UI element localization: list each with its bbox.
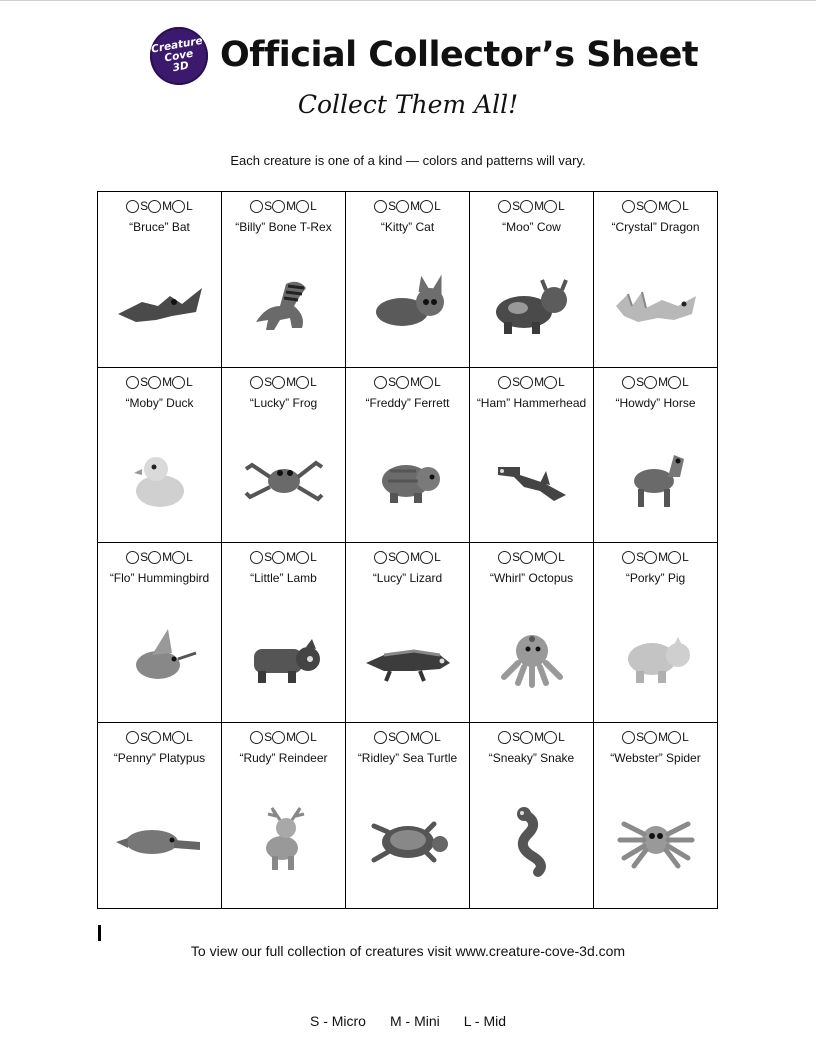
size-option-m[interactable]	[396, 199, 420, 213]
size-option-label: S	[636, 550, 645, 564]
checkbox-circle-icon[interactable]	[148, 200, 161, 213]
size-option-label: S	[388, 550, 397, 564]
size-option-l[interactable]	[420, 375, 441, 389]
creature-name: “Moby” Duck	[125, 396, 194, 410]
checkbox-circle-icon[interactable]	[520, 731, 533, 744]
size-option-s[interactable]	[126, 550, 148, 564]
size-option-label: S	[264, 550, 273, 564]
size-option-m[interactable]	[396, 550, 420, 564]
size-option-m[interactable]	[520, 375, 544, 389]
size-option-s[interactable]	[374, 375, 396, 389]
size-option-label: M	[162, 550, 173, 564]
checkbox-circle-icon[interactable]	[272, 731, 285, 744]
size-option-l[interactable]	[544, 375, 565, 389]
size-option-l[interactable]	[296, 550, 317, 564]
creature-cell	[470, 723, 594, 909]
size-option-l[interactable]	[668, 550, 689, 564]
size-checkboxes	[470, 199, 593, 213]
creature-name: “Kitty” Cat	[380, 220, 435, 234]
checkbox-circle-icon[interactable]	[544, 200, 557, 213]
size-option-s[interactable]	[374, 730, 396, 744]
bat-figure-icon	[98, 254, 221, 357]
size-option-s[interactable]	[498, 199, 520, 213]
size-option-label: M	[162, 199, 173, 213]
checkbox-circle-icon[interactable]	[644, 376, 657, 389]
size-option-label: S	[512, 730, 521, 744]
size-checkboxes	[98, 375, 221, 389]
size-option-s[interactable]	[374, 199, 396, 213]
checkbox-circle-icon[interactable]	[622, 731, 635, 744]
size-option-label: S	[140, 730, 149, 744]
creature-cell	[594, 543, 718, 723]
checkbox-circle-icon[interactable]	[396, 376, 409, 389]
size-option-label: S	[388, 199, 397, 213]
size-option-s[interactable]	[374, 550, 396, 564]
checkbox-circle-icon[interactable]	[498, 731, 511, 744]
checkbox-circle-icon[interactable]	[644, 731, 657, 744]
size-option-label: S	[140, 199, 149, 213]
size-option-m[interactable]	[272, 730, 296, 744]
size-option-label: S	[388, 730, 397, 744]
checkbox-circle-icon[interactable]	[544, 376, 557, 389]
size-option-l[interactable]	[544, 730, 565, 744]
creature-cell	[222, 543, 346, 723]
size-option-label: M	[286, 550, 297, 564]
size-option-label: M	[534, 550, 545, 564]
creature-name: “Ham” Hammerhead	[476, 396, 587, 410]
size-checkboxes	[346, 199, 469, 213]
checkbox-circle-icon[interactable]	[420, 376, 433, 389]
creature-cell	[594, 723, 718, 909]
size-option-l[interactable]	[420, 199, 441, 213]
size-option-label: M	[286, 375, 297, 389]
size-option-label: S	[636, 375, 645, 389]
snake-figure-icon	[470, 785, 593, 898]
creature-cell	[222, 723, 346, 909]
size-option-m[interactable]	[272, 199, 296, 213]
legend-large: L - Mid	[463, 1013, 507, 1029]
octopus-figure-icon	[470, 605, 593, 712]
size-option-label: L	[310, 550, 317, 564]
creature-name: “Webster” Spider	[610, 751, 701, 765]
size-checkboxes	[470, 550, 593, 564]
creature-name: “Crystal” Dragon	[611, 220, 700, 234]
checkbox-circle-icon[interactable]	[126, 551, 139, 564]
checkbox-circle-icon[interactable]	[272, 376, 285, 389]
size-option-l[interactable]	[544, 199, 565, 213]
size-checkboxes	[594, 199, 717, 213]
size-option-label: S	[512, 550, 521, 564]
checkbox-circle-icon[interactable]	[498, 200, 511, 213]
creature-cell	[346, 192, 470, 368]
size-option-s[interactable]	[126, 730, 148, 744]
size-option-l[interactable]	[544, 550, 565, 564]
size-option-m[interactable]	[396, 730, 420, 744]
spider-figure-icon	[594, 785, 717, 898]
size-option-m[interactable]	[148, 199, 172, 213]
checkbox-circle-icon[interactable]	[272, 551, 285, 564]
size-option-label: L	[310, 375, 317, 389]
creature-name: “Howdy” Horse	[615, 396, 696, 410]
size-checkboxes	[346, 550, 469, 564]
size-option-m[interactable]	[520, 199, 544, 213]
size-option-m[interactable]	[148, 375, 172, 389]
size-option-label: L	[310, 730, 317, 744]
size-checkboxes	[594, 375, 717, 389]
checkbox-circle-icon[interactable]	[250, 200, 263, 213]
horse-figure-icon	[594, 430, 717, 532]
size-option-label: S	[636, 730, 645, 744]
size-option-s[interactable]	[622, 550, 644, 564]
size-option-label: L	[682, 375, 689, 389]
checkbox-circle-icon[interactable]	[544, 731, 557, 744]
creature-name: “Lucky” Frog	[249, 396, 318, 410]
size-option-label: L	[186, 375, 193, 389]
size-option-label: S	[264, 375, 273, 389]
dragon-figure-icon	[594, 254, 717, 357]
checkbox-circle-icon[interactable]	[148, 551, 161, 564]
legend-small: S - Micro	[309, 1013, 366, 1029]
checkbox-circle-icon[interactable]	[668, 200, 681, 213]
size-checkboxes	[222, 375, 345, 389]
checkbox-circle-icon[interactable]	[250, 551, 263, 564]
size-checkboxes	[222, 730, 345, 744]
creature-cell	[98, 192, 222, 368]
checkbox-circle-icon[interactable]	[498, 551, 511, 564]
creature-name: “Porky” Pig	[625, 571, 686, 585]
size-option-m[interactable]	[644, 375, 668, 389]
creature-cell	[98, 543, 222, 723]
size-option-label: S	[512, 375, 521, 389]
creature-name: “Lucy” Lizard	[372, 571, 443, 585]
creature-name: “Rudy” Reindeer	[239, 751, 328, 765]
size-checkboxes	[222, 199, 345, 213]
checkbox-circle-icon[interactable]	[296, 376, 309, 389]
size-option-label: S	[264, 199, 273, 213]
size-checkboxes	[594, 550, 717, 564]
creature-name: “Flo” Hummingbird	[109, 571, 210, 585]
size-option-m[interactable]	[272, 375, 296, 389]
creature-cell	[222, 192, 346, 368]
pig-figure-icon	[594, 605, 717, 712]
checkbox-circle-icon[interactable]	[126, 200, 139, 213]
checkbox-circle-icon[interactable]	[374, 731, 387, 744]
creature-cell	[98, 368, 222, 543]
creature-cell	[98, 723, 222, 909]
size-option-label: M	[162, 375, 173, 389]
checkbox-circle-icon[interactable]	[520, 200, 533, 213]
size-checkboxes	[470, 730, 593, 744]
size-option-s[interactable]	[498, 375, 520, 389]
size-option-m[interactable]	[644, 199, 668, 213]
size-option-label: S	[264, 730, 273, 744]
checkbox-circle-icon[interactable]	[668, 551, 681, 564]
size-option-label: S	[388, 375, 397, 389]
size-checkboxes	[98, 550, 221, 564]
checkbox-circle-icon[interactable]	[172, 200, 185, 213]
checkbox-circle-icon[interactable]	[544, 551, 557, 564]
size-option-s[interactable]	[622, 375, 644, 389]
checkbox-circle-icon[interactable]	[172, 376, 185, 389]
size-legend	[0, 1013, 816, 1029]
size-option-label: L	[186, 199, 193, 213]
checkbox-circle-icon[interactable]	[622, 551, 635, 564]
lamb-figure-icon	[222, 605, 345, 712]
size-option-label: M	[286, 199, 297, 213]
creature-cell	[346, 723, 470, 909]
ferret-figure-icon	[346, 430, 469, 532]
size-option-label: M	[286, 730, 297, 744]
checkbox-circle-icon[interactable]	[296, 200, 309, 213]
creature-name: “Billy” Bone T-Rex	[235, 220, 332, 234]
checkbox-circle-icon[interactable]	[272, 200, 285, 213]
size-option-l[interactable]	[296, 730, 317, 744]
lizard-figure-icon	[346, 605, 469, 712]
size-option-label: S	[512, 199, 521, 213]
creature-checklist-grid	[97, 191, 718, 909]
size-option-label: M	[658, 550, 669, 564]
creature-cell	[470, 543, 594, 723]
size-option-s[interactable]	[498, 730, 520, 744]
checkbox-circle-icon[interactable]	[250, 731, 263, 744]
size-option-label: L	[186, 730, 193, 744]
size-option-m[interactable]	[520, 550, 544, 564]
size-option-l[interactable]	[668, 375, 689, 389]
creature-name: “Bruce” Bat	[129, 220, 190, 234]
logo-text: Creature Cove 3D	[150, 34, 204, 74]
size-option-label: L	[682, 199, 689, 213]
size-option-s[interactable]	[250, 375, 272, 389]
checkbox-circle-icon[interactable]	[668, 731, 681, 744]
size-option-s[interactable]	[250, 730, 272, 744]
website-note: To view our full collection of creatures visit www.creature-cove-3d.com	[190, 943, 626, 959]
checkbox-circle-icon[interactable]	[296, 731, 309, 744]
size-option-label: M	[410, 550, 421, 564]
checkbox-circle-icon[interactable]	[622, 200, 635, 213]
creature-name: “Penny” Platypus	[113, 751, 206, 765]
size-option-s[interactable]	[126, 199, 148, 213]
size-option-label: S	[140, 550, 149, 564]
creature-name: “Freddy” Ferrett	[365, 396, 450, 410]
size-option-l[interactable]	[420, 730, 441, 744]
checkbox-circle-icon[interactable]	[420, 731, 433, 744]
size-option-s[interactable]	[250, 199, 272, 213]
size-option-label: L	[310, 199, 317, 213]
size-option-l[interactable]	[296, 199, 317, 213]
checkbox-circle-icon[interactable]	[622, 376, 635, 389]
top-rule	[0, 0, 816, 1]
creature-cell	[346, 543, 470, 723]
size-option-l[interactable]	[172, 199, 193, 213]
checkbox-circle-icon[interactable]	[374, 551, 387, 564]
creature-name: “Moo” Cow	[502, 220, 561, 234]
variation-note: Each creature is one of a kind — colors and patterns will vary.	[230, 153, 586, 168]
size-option-m[interactable]	[272, 550, 296, 564]
size-option-s[interactable]	[126, 375, 148, 389]
size-checkboxes	[222, 550, 345, 564]
checkbox-circle-icon[interactable]	[172, 731, 185, 744]
checkbox-circle-icon[interactable]	[396, 731, 409, 744]
size-checkboxes	[594, 730, 717, 744]
checkbox-circle-icon[interactable]	[396, 551, 409, 564]
size-option-m[interactable]	[148, 550, 172, 564]
size-option-m[interactable]	[148, 730, 172, 744]
checkbox-circle-icon[interactable]	[396, 200, 409, 213]
size-option-m[interactable]	[644, 550, 668, 564]
checkbox-circle-icon[interactable]	[296, 551, 309, 564]
cat-figure-icon	[346, 254, 469, 357]
size-option-l[interactable]	[668, 199, 689, 213]
size-option-label: M	[410, 199, 421, 213]
size-checkboxes	[346, 375, 469, 389]
checkbox-circle-icon[interactable]	[250, 376, 263, 389]
size-option-m[interactable]	[520, 730, 544, 744]
size-option-l[interactable]	[172, 550, 193, 564]
checkbox-circle-icon[interactable]	[172, 551, 185, 564]
checkbox-circle-icon[interactable]	[148, 376, 161, 389]
page-subtitle: Collect Them All!	[297, 90, 519, 119]
checkbox-circle-icon[interactable]	[644, 551, 657, 564]
size-option-label: L	[434, 199, 441, 213]
checkbox-circle-icon[interactable]	[148, 731, 161, 744]
size-option-label: L	[558, 730, 565, 744]
creature-cell	[594, 192, 718, 368]
checkbox-circle-icon[interactable]	[126, 731, 139, 744]
size-checkboxes	[470, 375, 593, 389]
creature-cell	[470, 192, 594, 368]
creature-cove-logo	[150, 27, 208, 85]
size-option-label: L	[682, 550, 689, 564]
size-option-label: L	[558, 550, 565, 564]
size-option-l[interactable]	[296, 375, 317, 389]
size-checkboxes	[98, 199, 221, 213]
size-checkboxes	[346, 730, 469, 744]
checkbox-circle-icon[interactable]	[126, 376, 139, 389]
size-option-label: M	[410, 375, 421, 389]
size-checkboxes	[98, 730, 221, 744]
creature-name: “Sneaky” Snake	[488, 751, 575, 765]
creature-cell	[346, 368, 470, 543]
size-option-m[interactable]	[396, 375, 420, 389]
checkbox-circle-icon[interactable]	[668, 376, 681, 389]
size-option-label: M	[658, 375, 669, 389]
creature-name: “Little” Lamb	[250, 571, 317, 585]
size-option-label: M	[534, 199, 545, 213]
size-option-label: M	[534, 730, 545, 744]
size-option-label: M	[410, 730, 421, 744]
size-option-label: L	[434, 375, 441, 389]
creature-name: “Ridley” Sea Turtle	[357, 751, 458, 765]
hammerhead-figure-icon	[470, 430, 593, 532]
duck-figure-icon	[98, 430, 221, 532]
creature-cell	[594, 368, 718, 543]
legend-medium: M - Mini	[389, 1013, 440, 1029]
size-option-l[interactable]	[420, 550, 441, 564]
size-option-label: M	[162, 730, 173, 744]
checkbox-circle-icon[interactable]	[520, 376, 533, 389]
size-option-label: M	[658, 199, 669, 213]
size-option-s[interactable]	[622, 199, 644, 213]
size-option-label: S	[140, 375, 149, 389]
size-option-label: L	[434, 730, 441, 744]
checkbox-circle-icon[interactable]	[644, 200, 657, 213]
checkbox-circle-icon[interactable]	[420, 200, 433, 213]
trex-figure-icon	[222, 254, 345, 357]
size-option-label: L	[558, 199, 565, 213]
checkbox-circle-icon[interactable]	[420, 551, 433, 564]
frog-figure-icon	[222, 430, 345, 532]
size-option-label: M	[534, 375, 545, 389]
creature-name: “Whirl” Octopus	[489, 571, 574, 585]
size-option-label: L	[186, 550, 193, 564]
checkbox-circle-icon[interactable]	[374, 200, 387, 213]
checkbox-circle-icon[interactable]	[374, 376, 387, 389]
size-option-l[interactable]	[172, 730, 193, 744]
text-cursor	[98, 925, 101, 941]
checkbox-circle-icon[interactable]	[498, 376, 511, 389]
size-option-l[interactable]	[172, 375, 193, 389]
size-option-s[interactable]	[622, 730, 644, 744]
size-option-label: L	[682, 730, 689, 744]
creature-cell	[470, 368, 594, 543]
page-title: Official Collector’s Sheet	[220, 35, 699, 75]
hummingbird-figure-icon	[98, 605, 221, 712]
cow-figure-icon	[470, 254, 593, 357]
checkbox-circle-icon[interactable]	[520, 551, 533, 564]
creature-cell	[222, 368, 346, 543]
size-option-label: S	[636, 199, 645, 213]
size-option-m[interactable]	[644, 730, 668, 744]
size-option-label: L	[558, 375, 565, 389]
size-option-s[interactable]	[498, 550, 520, 564]
size-option-l[interactable]	[668, 730, 689, 744]
platypus-figure-icon	[98, 785, 221, 898]
size-option-s[interactable]	[250, 550, 272, 564]
turtle-figure-icon	[346, 785, 469, 898]
reindeer-figure-icon	[222, 785, 345, 898]
size-option-label: L	[434, 550, 441, 564]
size-option-label: M	[658, 730, 669, 744]
